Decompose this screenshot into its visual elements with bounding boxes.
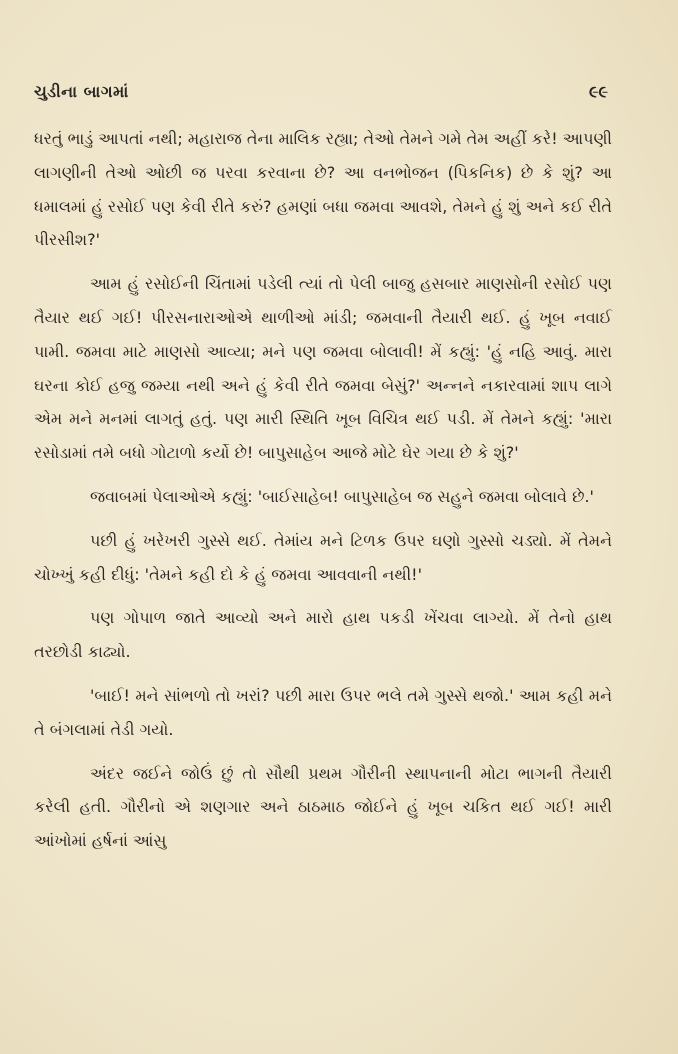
paragraph-5: પણ ગોપાળ જાતે આવ્યો અને મારો હાથ પકડી ખેંચવા લાગ્યો. મેં તેનો હાથ તરછોડી કાઢ્યો. (34, 608, 612, 662)
running-head: ચુડીના બાગમાં (34, 82, 129, 101)
paragraph-7: અંદર જઈને જોઉં છું તો સૌથી પ્રથમ ગૌરીની સ્થાપનાની મોટા ભાગની તૈયારી કરેલી હતી. ગૌરીનો એ શણગાર અને ઠાઠમાઠ જોઈને હું ખૂબ ચકિત થઈ ગઈ! મારી આંખોમાં હર્ષનાં આંસુ (34, 763, 612, 851)
paragraph-2: આમ હું રસોઈની ચિંતામાં પડેલી ત્યાં તો પેલી બાજુ હસબાર માણસોની રસોઈ પણ તૈયાર થઈ ગઈ! પીરસનારાઓએ થાળીઓ માંડી; જમવાની તૈયારી થઈ. હું ખૂબ નવાઈ પામી. જમવા માટે માણસો આવ્યા; મને પણ જમવા બોલાવી! મેં કહ્યું: 'હું નહિ આવું. મારા ઘરના કોઈ હજુ જમ્યા નથી અને હું કેવી રીતે જમવા બેસું?' અન્નને નકારવામાં શાપ લાગે એમ મને મનમાં લાગતું હતું. પણ મારી સ્થિતિ ખૂબ વિચિત્ર થઈ પડી. મેં તેમને કહ્યું: 'મારા રસોડામાં તમે બધો ગોટાળો કર્યો છે! બાપુસાહેબ આજે મોટે ઘેર ગયા છે કે શું?' (34, 274, 612, 463)
paragraph-6: 'બાઈ! મને સાંભળો તો ખરાં? પછી મારા ઉપર ભલે તમે ગુસ્સે થજો.' આમ કહી મને તે બંગલામાં તેડી ગયો. (34, 685, 612, 739)
paragraph-1: ધરતું ભાડું આપતાં નથી; મહારાજ તેના માલિક રહ્યા; તેઓ તેમને ગમે તેમ અહીં કરે! આપણી લાગણીની તેઓ ઓછી જ પરવા કરવાના છે? આ વનભોજન (પિકનિક) છે કે શું? આ ધમાલમાં હું રસોઈ પણ કેવી રીતે કરું? હમણાં બધા જમવા આવશે, તેમને હું શું અને કઈ રીતે પીરસીશ?' (34, 129, 612, 250)
paragraph-4: પછી હું ખરેખરી ગુસ્સે થઈ. તેમાંય મને ટિળક ઉપર ઘણો ગુસ્સો ચડ્યો. મેં તેમને ચોખ્ખું કહી દીધું: 'તેમને કહી દો કે હું જમવા આવવાની નથી!' (34, 530, 612, 584)
page-number: ૯૯ (589, 82, 608, 101)
page-header (34, 82, 608, 112)
paragraph-3: જવાબમાં પેલાઓએ કહ્યું: 'બાઈસાહેબ! બાપુસાહેબ જ સહુને જમવા બોલાવે છે.' (90, 486, 594, 506)
body-text (34, 122, 612, 858)
